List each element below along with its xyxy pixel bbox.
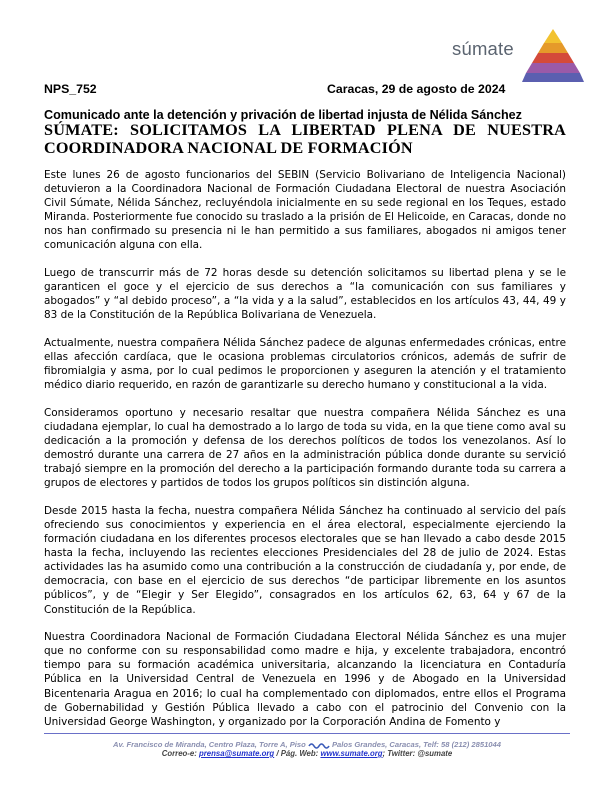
- press-note-number: NPS_752: [44, 82, 97, 96]
- address-right: Palos Grandes, Caracas, Telf: 58 (212) 2851044: [331, 740, 501, 749]
- twitter-handle: ; Twitter: @sumate: [382, 749, 453, 758]
- footer-divider: [44, 733, 570, 734]
- footer-contacts: [44, 749, 570, 758]
- paragraph: Desde 2015 hasta la fecha, nuestra compañera Nélida Sánchez ha continuado al servicio del país ofreciendo sus conocimientos y experiencia en el área electoral, especialmente ejerciendo la formación ciudadana en los diferentes procesos electorales que se han llevado a cabo desde 2015 hasta la fecha, incluyendo las recientes elecciones Presidenciales del 28 de julio de 2024. Estas actividades las ha asumido como una contribución a la construcción de ciudadanía y, por ende, de democracia, con base en el ejercicio de sus derechos “de participar libremente en los asuntos públicos”, y de “Elegir y Ser Elegido”, consagrados en los artículos 62, 63, 64 y 67 de la Constitución de la República.: [44, 504, 566, 616]
- date-line: Caracas, 29 de agosto de 2024: [327, 82, 506, 96]
- footer-address: [44, 740, 570, 749]
- document-title: SÚMATE: SOLICITAMOS LA LIBERTAD PLENA DE NUESTRA COORDINADORA NACIONAL DE FORMACIÓN: [44, 121, 566, 157]
- paragraph: Actualmente, nuestra compañera Nélida Sánchez padece de algunas enfermedades crónicas, entre ellas afección cardíaca, que le ocasiona problemas circulatorios crónicos, además de sufrir de fibromialgia y asma, por lo cual pedimos le proporcionen y aseguren la atención y el tratamiento médico diario requerido, en razón de garantizarle su derecho humano y constitucional a la vida.: [44, 336, 566, 392]
- paragraph: Este lunes 26 de agosto funcionarios del SEBIN (Servicio Bolivariano de Inteligencia Nacional) detuvieron a la Coordinadora Nacional de Formación Ciudadana Electoral de nuestra Asociación Civil Súmate, Nélida Sánchez, recluyéndola inicialmente en su sede regional en los Teques, estado Miranda. Posteriormente fue conocido su traslado a la prisión de El Helicoide, en Caracas, donde no nos han confirmado su presencia ni le han permitido a sus familiares, abogados ni amigos tener comunicación alguna con ella.: [44, 169, 566, 252]
- web-label: / Pág. Web:: [276, 749, 319, 758]
- website-link[interactable]: www.sumate.org: [320, 749, 383, 758]
- document-body: [44, 168, 566, 742]
- pyramid-logo-icon: [522, 27, 584, 89]
- paragraph: Luego de transcurrir más de 72 horas desde su detención solicitamos su libertad plena y se le garanticen el goce y el ejercicio de sus derechos a “la comunicación con sus familiares y abogados” y “al debido proceso”, a “la vida y a la salud”, establecidos en los artículos 43, 44, 49 y 83 de la Constitución de la República Bolivariana de Venezuela.: [44, 267, 566, 322]
- wave-icon: [308, 741, 330, 749]
- paragraph: Consideramos oportuno y necesario resaltar que nuestra compañera Nélida Sánchez es una ciudadana ejemplar, lo cual ha demostrado a lo largo de toda su vida, en la que tiene como aval su dedicación a la promoción y defensa de los derechos políticos de todos los venezolanos. Así lo demostró durante una carrera de 27 años en la administración pública donde durante su servició trabajó siempre en la promoción del derecho a la participación formando durante toda su carrera a grupos de electores y partidos de todos los grupos políticos sin distinción alguna.: [44, 406, 566, 490]
- document-subtitle: Comunicado ante la detención y privación de libertad injusta de Nélida Sánchez: [44, 108, 522, 122]
- email-link[interactable]: prensa@sumate.org: [199, 749, 275, 758]
- email-label: Correo-e:: [161, 749, 197, 758]
- document-header: [44, 82, 564, 96]
- logo-text: súmate: [452, 38, 514, 59]
- address-left: Av. Francisco de Miranda, Centro Plaza, Torre A, Piso: [113, 740, 306, 749]
- paragraph: Nuestra Coordinadora Nacional de Formación Ciudadana Electoral Nélida Sánchez es una mujer que no conforme con su responsabilidad como madre e hija, y excelente trabajadora, encontró tiempo para su formación académica universitaria, alcanzando la licenciatura en Contaduría Pública en la Universidad Central de Venezuela en 1996 y de Abogado en la Universidad Bicentenaria Aragua en 2016; lo cual ha complementado con diplomados, entre ellos el Programa de Gobernabilidad y Gestión Pública llevado a cabo con el patrocinio del Convenio con la Universidad George Washington, y organizado por la Corporación Andina de Fomento y: [44, 631, 566, 728]
